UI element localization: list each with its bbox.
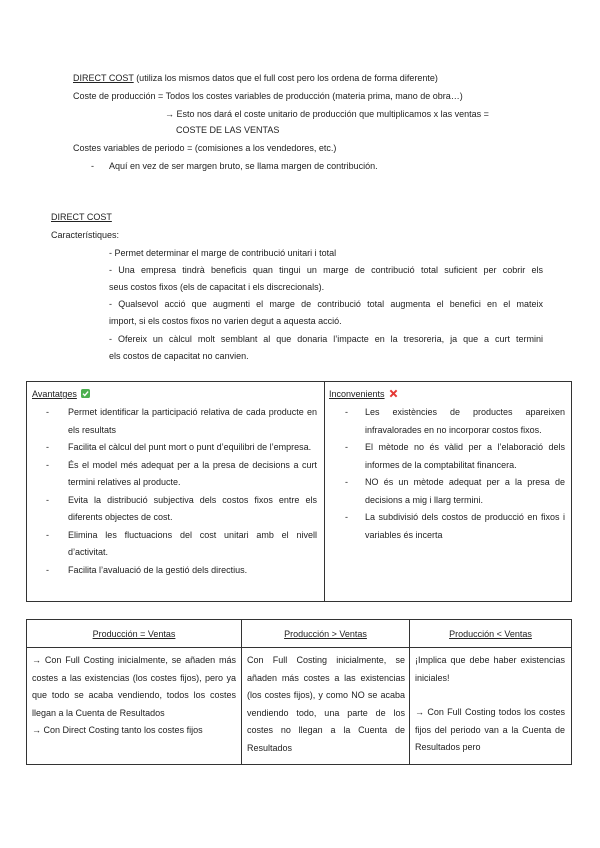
cons-text: Les existències de productes apareixen infravalorades en no incorporar costos fixos.	[365, 407, 565, 435]
table-cell-col2: Con Full Costing inicialmente, se añaden más costes a las existencias (los costes fijos), y como NO se acaba vendiendo todo, una parte de los costes no llegan a la Cuenta de Resultados	[247, 655, 405, 753]
pros-title: Avantatges	[32, 389, 77, 399]
pros-text: Evita la distribució subjectiva dels costos fixos entre els diferents objectes de cost.	[68, 494, 317, 522]
section2-subheading: Característiques:	[51, 230, 120, 240]
cons-title: Inconvenients	[329, 389, 385, 399]
pros-bullet: -	[46, 529, 49, 540]
table-col-divider-2	[409, 620, 410, 764]
pros-bullet: -	[46, 564, 49, 575]
cross-emoji-icon	[389, 389, 398, 398]
pros-bullet: -	[46, 407, 49, 417]
intro-bullet: -	[91, 161, 94, 171]
cons-text: NO és un mètode adequat per a la presa de decisions a mig i llarg termini.	[365, 477, 565, 505]
intro-line-3: COSTE DE LAS VENTAS	[176, 125, 280, 135]
cons-item	[329, 404, 565, 439]
pros-item	[32, 457, 317, 492]
pros-list	[32, 404, 317, 579]
pros-item	[32, 562, 317, 580]
pros-bullet: -	[46, 494, 49, 505]
cons-text: La subdivisió dels costos de producció en fixos i variables és incerta	[365, 512, 565, 540]
pros-text: És el model més adequat per a la presa de decisions a curt termini relatives al producte.	[68, 459, 317, 487]
cons-item	[329, 439, 565, 474]
intro-heading-note: (utiliza los mismos datos que el full cost pero los ordena de forma diferente)	[133, 73, 438, 83]
pros-text: Facilita l’avaluació de la gestió dels directius.	[68, 564, 248, 575]
pros-text: Facilita el càlcul del punt mort o punt d’equilibri de l’empresa.	[68, 442, 312, 452]
section2-item-6: els costos de capacitat no canvien.	[109, 351, 249, 361]
section2-item-2: seus costos fixos (els de capacitat i els discrecionals).	[109, 282, 325, 292]
pros-title-row	[32, 388, 322, 400]
pros-item	[32, 439, 317, 457]
table-col3-para-2: → Con Full Costing todos los costes fijos del periodo van a la Cuenta de Resultados pero	[415, 707, 565, 752]
table-col-divider-1	[241, 620, 242, 764]
section2-item-1: - Una empresa tindrà beneficis quan tingui un marge de contribució total suficient per cobrir els	[109, 265, 543, 275]
cons-item	[329, 474, 565, 509]
pros-item	[32, 527, 317, 562]
cons-bullet: -	[345, 442, 348, 452]
pros-cons-box	[26, 381, 572, 602]
cons-bullet: -	[345, 477, 348, 487]
check-emoji-icon	[81, 389, 90, 398]
table-cell-col3	[415, 652, 565, 757]
pros-item	[32, 404, 317, 439]
pros-cons-divider	[324, 382, 325, 601]
table-header-2: Producción > Ventas	[284, 629, 367, 639]
section2-item-4: import, si els costos fixos no varien degut a aquesta acció.	[109, 316, 342, 326]
cons-bullet: -	[345, 512, 348, 522]
cons-bullet: -	[345, 407, 348, 417]
pros-bullet: -	[46, 442, 49, 452]
table-col3-spacer	[415, 687, 565, 704]
cons-title-row	[329, 388, 567, 400]
table-col3-para-1: ¡Implica que debe haber existencias iniciales!	[415, 655, 565, 683]
table-cell-col1	[32, 652, 236, 740]
cons-column	[329, 388, 567, 544]
table-col1-para-1: → Con Full Costing inicialmente, se añaden más costes a las existencias (los costes fijos), pero ya que todo se acaba vendiendo, todos los costes llegan a la Cuenta de Resultados	[32, 655, 236, 718]
intro-line-4: Costes variables de periodo = (comisiones a los vendedores, etc.)	[73, 143, 337, 153]
intro-line-2: → Esto nos dará el coste unitario de producción que multiplicamos x las ventas =	[165, 109, 489, 119]
pros-text: Elimina les fluctuacions del cost unitari amb el nivell d’activitat.	[68, 529, 317, 557]
section2-heading: DIRECT COST	[51, 212, 112, 222]
pros-column	[32, 388, 322, 579]
pros-text: Permet identificar la participació relativa de cada producte en els resultats	[68, 407, 317, 435]
production-table	[26, 619, 572, 765]
cons-text: El mètode no és vàlid per a l’elaboració dels informes de la comptabilitat financera.	[365, 442, 565, 470]
section2-item-5: - Ofereix un càlcul molt semblant al que donaria l’impacte en la tresoreria, ja que a curt termini	[109, 334, 543, 344]
cons-item	[329, 509, 565, 544]
table-header-separator	[27, 647, 571, 648]
section2-item-3: - Qualsevol acció que augmenti el marge de contribució total augmenta el benefici en el mateix	[109, 299, 543, 309]
intro-line-1: Coste de producción = Todos los costes variables de producción (materia prima, mano de obra…)	[73, 91, 463, 101]
intro-heading-line	[73, 72, 438, 84]
table-header-1: Producción = Ventas	[92, 629, 176, 639]
section2-item-0: - Permet determinar el marge de contribució unitari i total	[109, 248, 337, 258]
intro-heading: DIRECT COST	[73, 73, 134, 83]
table-col1-para-2: → Con Direct Costing tanto los costes fijos	[32, 725, 203, 735]
intro-line-5: Aquí en vez de ser margen bruto, se llama margen de contribución.	[109, 161, 378, 171]
pros-bullet: -	[46, 459, 49, 470]
pros-item	[32, 492, 317, 527]
cons-list	[329, 404, 565, 544]
table-header-3: Producción < Ventas	[449, 629, 532, 639]
